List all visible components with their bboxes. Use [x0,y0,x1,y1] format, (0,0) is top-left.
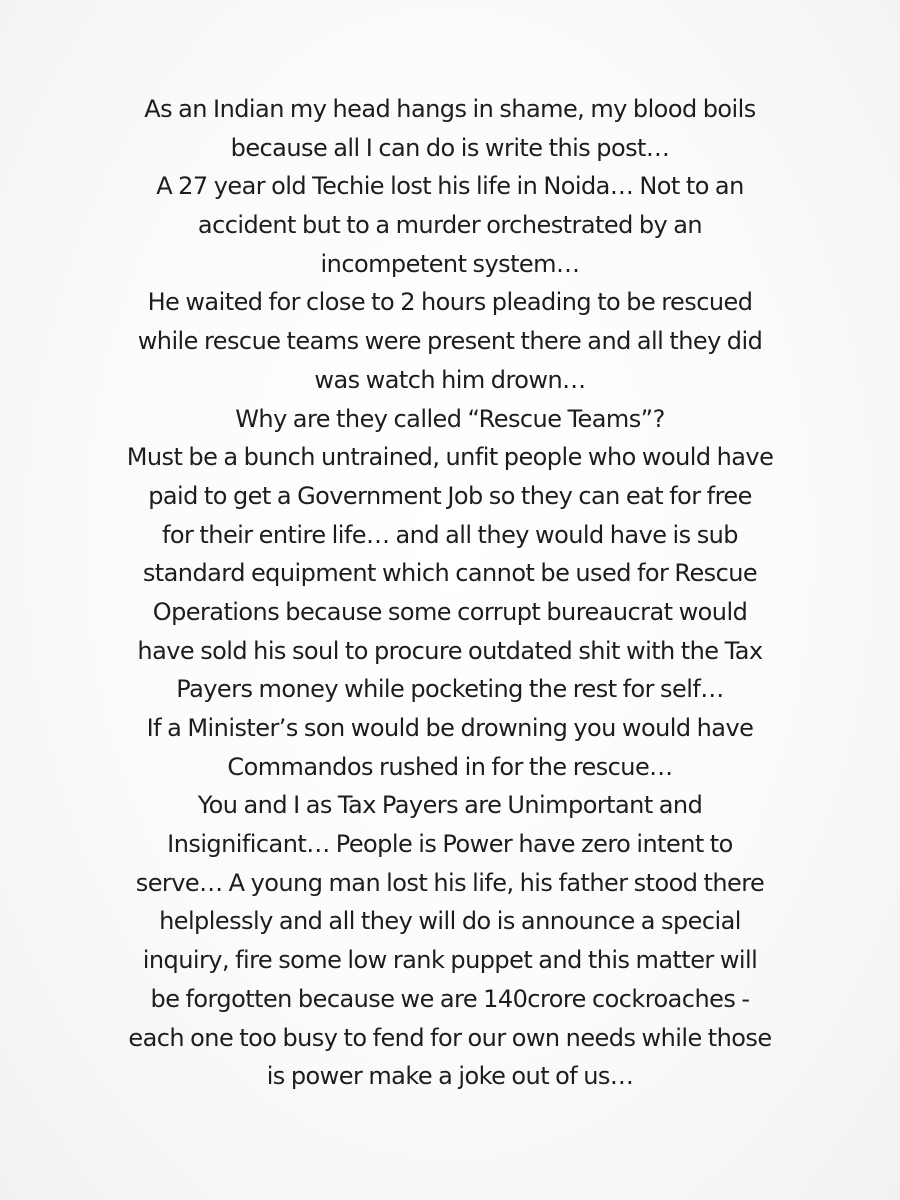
post-line: You and I as Tax Payers are Unimportant and [197,791,703,820]
post-line: Why are they called “Rescue Teams”? [235,404,665,433]
post-line: for their entire life… and all they would have is sub [162,520,738,549]
post-line: He waited for close to 2 hours pleading to be rescued [147,288,753,317]
post-line: A 27 year old Techie lost his life in Noida… Not to an [156,172,744,201]
post-line: Commandos rushed in for the rescue… [227,752,673,781]
post-line: because all I can do is write this post… [230,133,670,162]
post-line: was watch him drown… [314,365,586,394]
post-line: while rescue teams were present there and all they did [137,327,763,356]
post-line: If a Minister’s son would be drowning you would have [146,714,754,742]
post-line: Must be a bunch untrained, unfit people who would have [126,443,774,472]
post-line: As an Indian my head hangs in shame, my blood boils [144,95,756,123]
post-line: Payers money while pocketing the rest for self… [176,675,724,704]
post-body [70,90,830,1096]
post-line: standard equipment which cannot be used for Rescue [142,559,758,588]
post-line: inquiry, fire some low rank puppet and this matter will [142,946,758,975]
post-line: helplessly and all they will do is announce a special [159,907,741,936]
post-line: serve… A young man lost his life, his father stood there [135,868,765,897]
post-line: be forgotten because we are 140crore cockroaches - [150,984,750,1013]
post-line: accident but to a murder orchestrated by an [197,211,703,240]
post-line: incompetent system… [320,249,580,278]
post-line: paid to get a Government Job so they can eat for free [148,481,752,510]
post-line: is power make a joke out of us… [266,1062,634,1091]
post-line: Insignificant… People is Power have zero intent to [167,830,733,859]
post-line: have sold his soul to procure outdated shit with the Tax [137,636,763,665]
post-line: each one too busy to fend for our own needs while those [128,1023,772,1052]
post-line: Operations because some corrupt bureaucrat would [152,597,748,626]
